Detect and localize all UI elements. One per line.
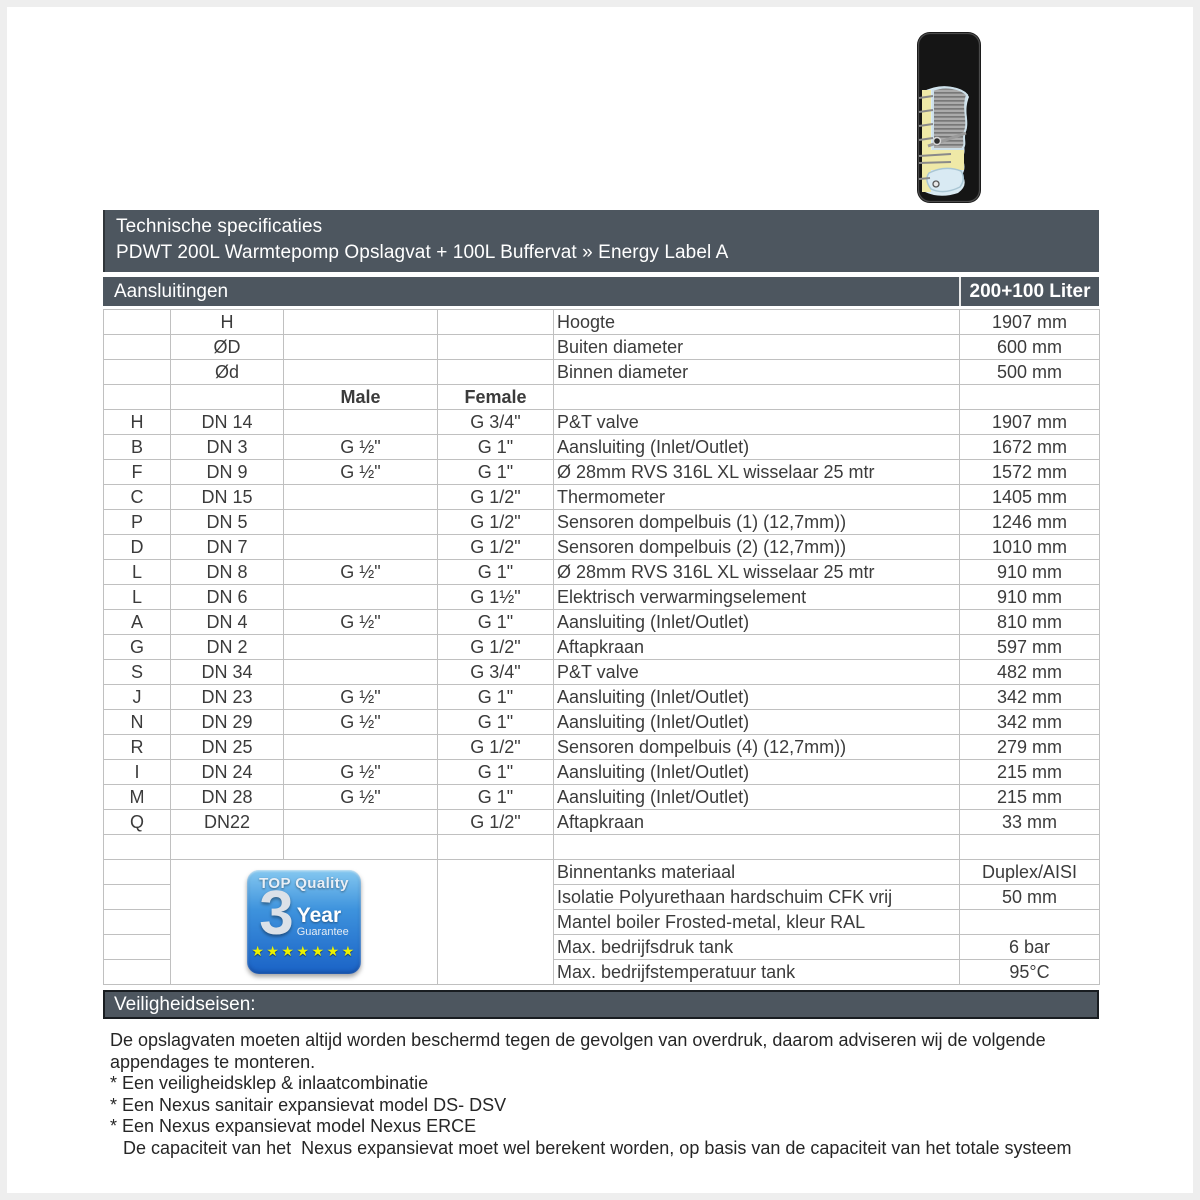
cell-male	[284, 535, 438, 560]
cell-value: 1907 mm	[960, 310, 1100, 335]
cell-male	[284, 360, 438, 385]
cell-female: G 1"	[438, 560, 554, 585]
safety-note: De capaciteit van het Nexus expansievat moet wel berekent worden, op basis van de capaciteit van het totale systeem	[123, 1137, 1072, 1158]
cell-value: 1907 mm	[960, 410, 1100, 435]
table-row	[104, 460, 1100, 485]
cell-dn: DN 9	[171, 460, 284, 485]
page-title: Technische specificaties	[116, 216, 323, 237]
cell-description: Aansluiting (Inlet/Outlet)	[554, 610, 960, 635]
cell-male: G ½"	[284, 435, 438, 460]
cell-male: G ½"	[284, 460, 438, 485]
section-label: Aansluitingen	[114, 281, 229, 302]
boiler-tank-graphic	[916, 32, 982, 203]
table-row	[104, 685, 1100, 710]
cell-dn: DN 5	[171, 510, 284, 535]
cell-dn: DN 8	[171, 560, 284, 585]
cell-description: Thermometer	[554, 485, 960, 510]
cell-empty	[104, 935, 171, 960]
cell-male	[284, 810, 438, 835]
cell-value: 600 mm	[960, 335, 1100, 360]
guarantee-badge-cell	[171, 860, 438, 985]
cell-female: G 1/2"	[438, 635, 554, 660]
cell-female	[438, 360, 554, 385]
safety-intro: De opslagvaten moeten altijd worden beschermd tegen de gevolgen van overdruk, daarom adviseren wij de volgende appendages te monteren.	[110, 1030, 1046, 1072]
spec-main-column	[103, 210, 1099, 1159]
cell-empty	[554, 835, 960, 860]
cell-value: 910 mm	[960, 585, 1100, 610]
cell-description: Aansluiting (Inlet/Outlet)	[554, 785, 960, 810]
cell-position: N	[104, 710, 171, 735]
safety-section-header: Veiligheidseisen:	[103, 990, 1099, 1019]
cell-female: G 1/2"	[438, 735, 554, 760]
cell-description: Elektrisch verwarmingselement	[554, 585, 960, 610]
table-row	[104, 360, 1100, 385]
table-row	[104, 735, 1100, 760]
table-row	[104, 335, 1100, 360]
male-column-header: Male	[284, 385, 438, 410]
cell-value: 33 mm	[960, 810, 1100, 835]
cell-description: Aansluiting (Inlet/Outlet)	[554, 710, 960, 735]
cell-value	[960, 385, 1100, 410]
cell-male	[284, 310, 438, 335]
badge-top-label: TOP Quality	[259, 875, 349, 892]
cell-description: P&T valve	[554, 410, 960, 435]
cell-value: 342 mm	[960, 685, 1100, 710]
badge-number: 3	[259, 879, 294, 948]
cell-male	[284, 510, 438, 535]
cell-code	[171, 385, 284, 410]
cell-value: 482 mm	[960, 660, 1100, 685]
cell-dn: DN 2	[171, 635, 284, 660]
safety-text-block	[103, 1019, 1099, 1159]
cell-female: G 1"	[438, 760, 554, 785]
cell-value	[960, 910, 1100, 935]
cell-description: Ø 28mm RVS 316L XL wisselaar 25 mtr	[554, 460, 960, 485]
cell-description: Sensoren dompelbuis (2) (12,7mm))	[554, 535, 960, 560]
cell-value: 1672 mm	[960, 435, 1100, 460]
cell-male	[284, 410, 438, 435]
cell-description: Isolatie Polyurethaan hardschuim CFK vrij	[554, 885, 960, 910]
table-row	[104, 710, 1100, 735]
cell-position: I	[104, 760, 171, 785]
cell-description: Aftapkraan	[554, 810, 960, 835]
cell-female: G 1"	[438, 460, 554, 485]
cell-male: G ½"	[284, 760, 438, 785]
cell-dn: DN 7	[171, 535, 284, 560]
cell-female: G 1/2"	[438, 535, 554, 560]
cell-empty	[104, 835, 171, 860]
cell-position: B	[104, 435, 171, 460]
cell-dn: DN 15	[171, 485, 284, 510]
badge-year-label: Year	[296, 904, 342, 927]
cell-female: G 1½"	[438, 585, 554, 610]
cell-value: 1405 mm	[960, 485, 1100, 510]
cell-description: Aftapkraan	[554, 635, 960, 660]
table-row	[104, 785, 1100, 810]
cell-male: G ½"	[284, 610, 438, 635]
cell-description: Hoogte	[554, 310, 960, 335]
cell-position	[104, 335, 171, 360]
cell-dn: DN 29	[171, 710, 284, 735]
cell-female: G 1/2"	[438, 485, 554, 510]
property-row	[104, 860, 1100, 885]
cell-dn: DN22	[171, 810, 284, 835]
empty-row	[104, 835, 1100, 860]
cell-male: G ½"	[284, 560, 438, 585]
cell-position: H	[104, 410, 171, 435]
cell-female: G 3/4"	[438, 410, 554, 435]
cell-description: Max. bedrijfsdruk tank	[554, 935, 960, 960]
cell-position: J	[104, 685, 171, 710]
cell-description: Sensoren dompelbuis (1) (12,7mm))	[554, 510, 960, 535]
cell-position: Q	[104, 810, 171, 835]
cell-description: Aansluiting (Inlet/Outlet)	[554, 760, 960, 785]
cell-value: 500 mm	[960, 360, 1100, 385]
cell-code: H	[171, 310, 284, 335]
cell-position	[104, 360, 171, 385]
cell-value: 279 mm	[960, 735, 1100, 760]
cell-female	[438, 310, 554, 335]
female-column-header: Female	[438, 385, 554, 410]
table-row	[104, 635, 1100, 660]
table-row	[104, 310, 1100, 335]
capacity-header: 200+100 Liter	[959, 277, 1099, 306]
table-row	[104, 510, 1100, 535]
badge-side-labels	[297, 906, 349, 939]
cell-value: 50 mm	[960, 885, 1100, 910]
table-row	[104, 585, 1100, 610]
cell-position	[104, 385, 171, 410]
cell-position: R	[104, 735, 171, 760]
cell-female: G 1"	[438, 610, 554, 635]
cell-male	[284, 635, 438, 660]
cell-value: 810 mm	[960, 610, 1100, 635]
specifications-table	[103, 309, 1100, 985]
table-row	[104, 410, 1100, 435]
cell-male: G ½"	[284, 785, 438, 810]
cell-value: 1572 mm	[960, 460, 1100, 485]
cell-dn: DN 6	[171, 585, 284, 610]
cell-position: D	[104, 535, 171, 560]
safety-item: * Een Nexus expansievat model Nexus ERCE	[110, 1116, 477, 1136]
cell-empty	[104, 910, 171, 935]
cell-position: L	[104, 560, 171, 585]
cell-empty	[104, 860, 171, 885]
cell-description: Buiten diameter	[554, 335, 960, 360]
table-row	[104, 610, 1100, 635]
cell-female: G 1"	[438, 685, 554, 710]
cell-male: G ½"	[284, 710, 438, 735]
cell-value: 215 mm	[960, 785, 1100, 810]
cell-dn: DN 3	[171, 435, 284, 460]
table-row	[104, 810, 1100, 835]
badge-stars: ★★★★★★★	[251, 943, 357, 959]
cell-description: Max. bedrijfstemperatuur tank	[554, 960, 960, 985]
table-row	[104, 535, 1100, 560]
cell-position: M	[104, 785, 171, 810]
cell-value: 95°C	[960, 960, 1100, 985]
cell-dn: DN 25	[171, 735, 284, 760]
cell-description: Binnen diameter	[554, 360, 960, 385]
cell-empty	[171, 835, 284, 860]
cell-female: G 1/2"	[438, 510, 554, 535]
cell-dn: DN 23	[171, 685, 284, 710]
cell-description: Ø 28mm RVS 316L XL wisselaar 25 mtr	[554, 560, 960, 585]
cell-position	[104, 310, 171, 335]
cell-description: Binnentanks materiaal	[554, 860, 960, 885]
cell-description: Mantel boiler Frosted-metal, kleur RAL	[554, 910, 960, 935]
cell-dn: DN 14	[171, 410, 284, 435]
cell-position: P	[104, 510, 171, 535]
cell-position: S	[104, 660, 171, 685]
cell-male	[284, 660, 438, 685]
thread-header-row	[104, 385, 1100, 410]
cell-female: G 1"	[438, 435, 554, 460]
cell-empty	[960, 835, 1100, 860]
section-bar	[103, 277, 1099, 306]
cell-empty	[104, 960, 171, 985]
cell-value: 597 mm	[960, 635, 1100, 660]
cell-empty	[104, 885, 171, 910]
cell-dn: DN 4	[171, 610, 284, 635]
cell-female: G 1/2"	[438, 810, 554, 835]
cell-male: G ½"	[284, 685, 438, 710]
safety-item: * Een Nexus sanitair expansievat model DS- DSV	[110, 1094, 507, 1115]
table-row	[104, 660, 1100, 685]
cell-value: 910 mm	[960, 560, 1100, 585]
cell-dn: DN 34	[171, 660, 284, 685]
badge-guarantee-label: Guarantee	[296, 926, 349, 938]
cell-female: G 1"	[438, 785, 554, 810]
title-bar	[103, 210, 1099, 272]
cell-description: P&T valve	[554, 660, 960, 685]
cell-position: A	[104, 610, 171, 635]
cell-position: L	[104, 585, 171, 610]
cell-code: ØD	[171, 335, 284, 360]
cell-female	[438, 335, 554, 360]
cell-male	[284, 335, 438, 360]
table-row	[104, 760, 1100, 785]
cell-female: G 1"	[438, 710, 554, 735]
table-row	[104, 485, 1100, 510]
cell-empty	[284, 835, 438, 860]
page-subtitle: PDWT 200L Warmtepomp Opslagvat + 100L Buffervat » Energy Label A	[116, 242, 729, 263]
cell-male	[284, 485, 438, 510]
cell-empty	[438, 835, 554, 860]
cell-empty	[438, 860, 554, 985]
table-row	[104, 435, 1100, 460]
cell-male	[284, 585, 438, 610]
cell-value: 215 mm	[960, 760, 1100, 785]
cell-value: 6 bar	[960, 935, 1100, 960]
cell-value: 342 mm	[960, 710, 1100, 735]
cell-position: F	[104, 460, 171, 485]
cell-female: G 3/4"	[438, 660, 554, 685]
boiler-cutaway-illustration	[916, 32, 982, 203]
cell-description	[554, 385, 960, 410]
safety-item: * Een veiligheidsklep & inlaatcombinatie	[110, 1073, 429, 1093]
top-quality-badge	[247, 870, 361, 974]
cell-description: Aansluiting (Inlet/Outlet)	[554, 435, 960, 460]
cell-description: Aansluiting (Inlet/Outlet)	[554, 685, 960, 710]
table-row	[104, 560, 1100, 585]
cell-position: C	[104, 485, 171, 510]
cell-male	[284, 735, 438, 760]
cell-value: 1010 mm	[960, 535, 1100, 560]
cell-value: Duplex/AISI	[960, 860, 1100, 885]
cell-value: 1246 mm	[960, 510, 1100, 535]
cell-code: Ød	[171, 360, 284, 385]
cell-dn: DN 28	[171, 785, 284, 810]
cell-position: G	[104, 635, 171, 660]
cell-dn: DN 24	[171, 760, 284, 785]
cell-description: Sensoren dompelbuis (4) (12,7mm))	[554, 735, 960, 760]
